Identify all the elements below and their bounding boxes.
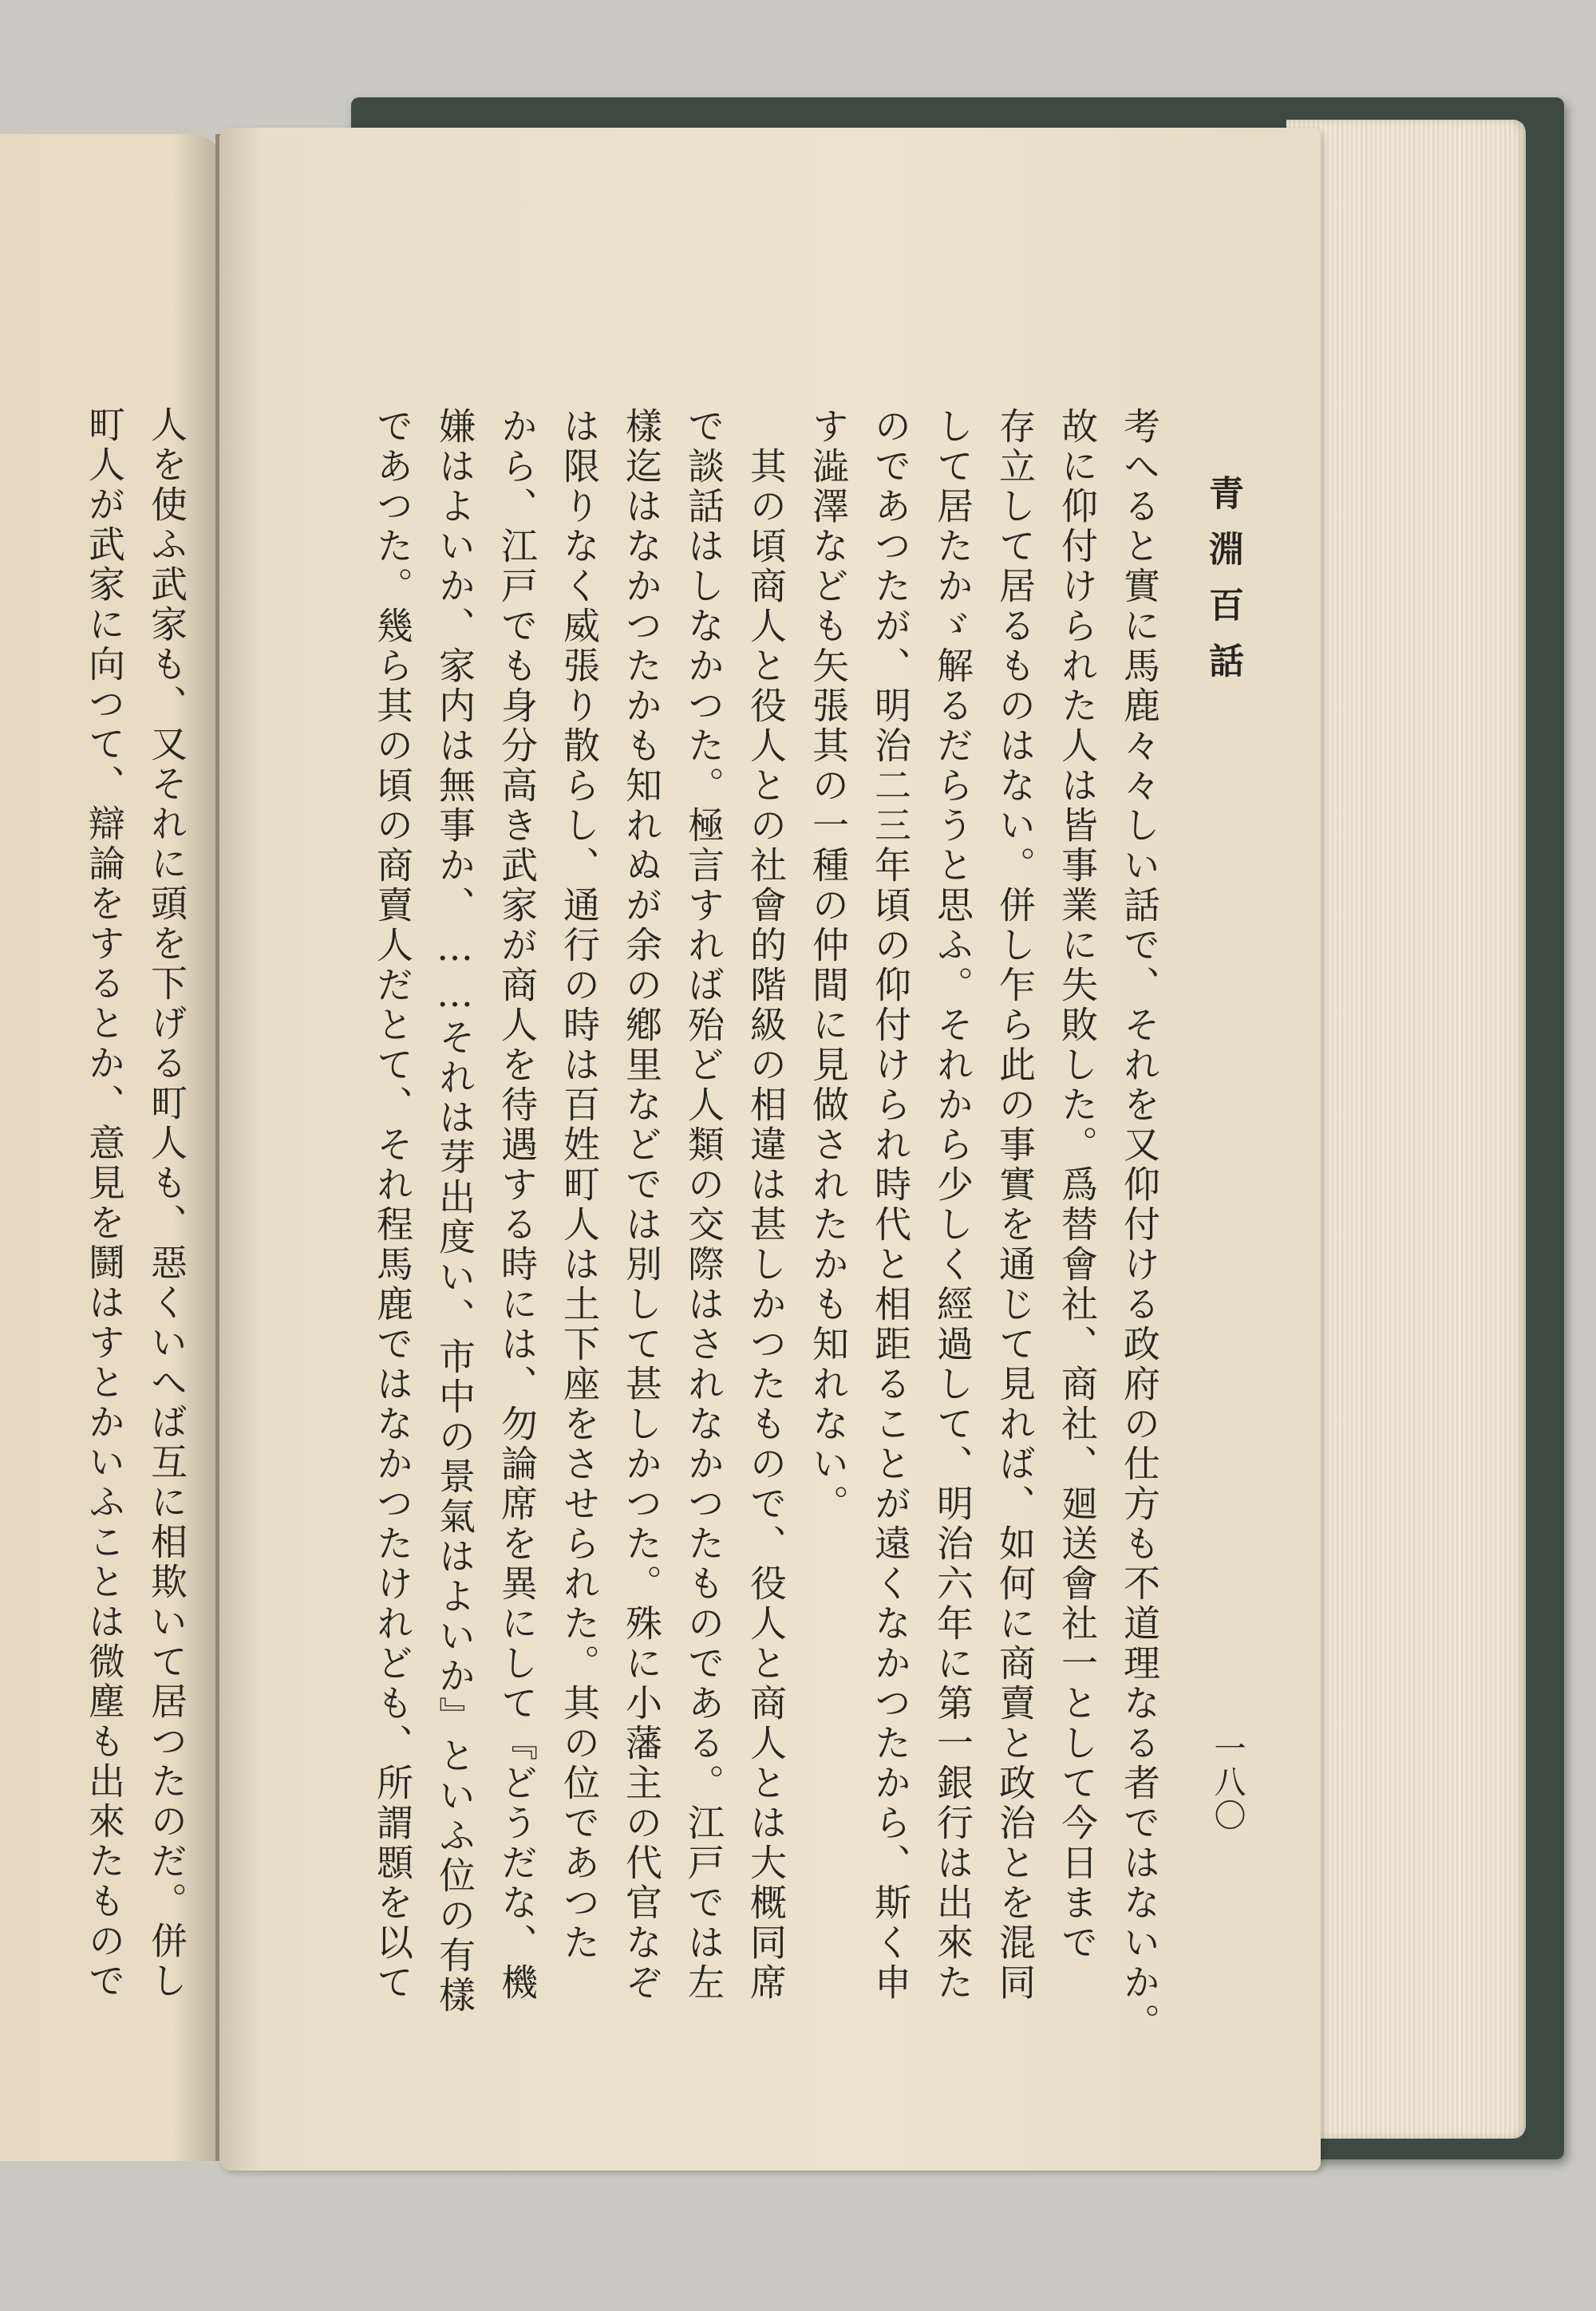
body-text-column: す澁澤なども矢張其の一種の仲間に見做されたかも知れない。 — [807, 407, 850, 1524]
body-text-column: 樣迄はなかつたかも知れぬが余の鄕里などでは別して甚しかつた。殊に小藩主の代官なぞ — [620, 407, 663, 2003]
running-head: 青淵百話 — [1203, 475, 1243, 698]
body-text-column: 考へると實に馬鹿々々しい話で、それを又仰付ける政府の仕方も不道理なる者ではないか。 — [1118, 407, 1161, 2043]
left-page — [0, 134, 223, 2161]
body-text-column: のであつたが、明治二三年頃の仰付けられ時代と相距ることが遠くなかつたから、斯く申 — [869, 407, 912, 2003]
right-page — [219, 128, 1321, 2171]
left-page-column-2: 町人が武家に向つて、辯論をするとか、意見を鬪はすとかいふことは微塵も出來たもので — [83, 405, 126, 2001]
body-text-column: 故に仰付けられた人は皆事業に失敗した。爲替會社、商社、廻送會社一として今日まで — [1056, 407, 1099, 1963]
page-number: 一八〇 — [1209, 1732, 1246, 1832]
body-text-column: から、江戸でも身分高き武家が商人を待遇する時には、勿論席を異にして『どうだな、機 — [496, 407, 539, 2003]
body-text-column: 其の頃商人と役人との社會的階級の相違は甚しかつたもので、役人と商人とは大概同席 — [745, 447, 788, 2003]
body-text-column: で談話はしなかつた。極言すれば殆ど人類の交際はされなかつたものである。江戸では左 — [682, 407, 725, 2003]
body-text-column: であつた。幾ら其の頃の商賣人だとて、それ程馬鹿ではなかつたけれども、所謂顋を以て — [371, 407, 414, 2003]
left-page-column-1: 人を使ふ武家も、又それに頭を下げる町人も、惡くいへば互に相欺いて居つたのだ。併し — [145, 405, 188, 2001]
body-text-column: 嫌はよいか、家内は無事か、……それは芽出度い、市中の景氣はよいか』といふ位の有樣 — [433, 407, 476, 2016]
body-text-column: 存立して居るものはない。併し乍ら此の事實を通じて見れば、如何に商賣と政治とを混同 — [994, 407, 1037, 2003]
body-text-column: して居たかゞ解るだらうと思ふ。それから少しく經過して、明治六年に第一銀行は出來た — [931, 407, 974, 2003]
page-block-edge — [1286, 120, 1526, 2139]
body-text-column: は限りなく威張り散らし、通行の時は百姓町人は土下座をさせられた。其の位であつた — [558, 407, 601, 1963]
